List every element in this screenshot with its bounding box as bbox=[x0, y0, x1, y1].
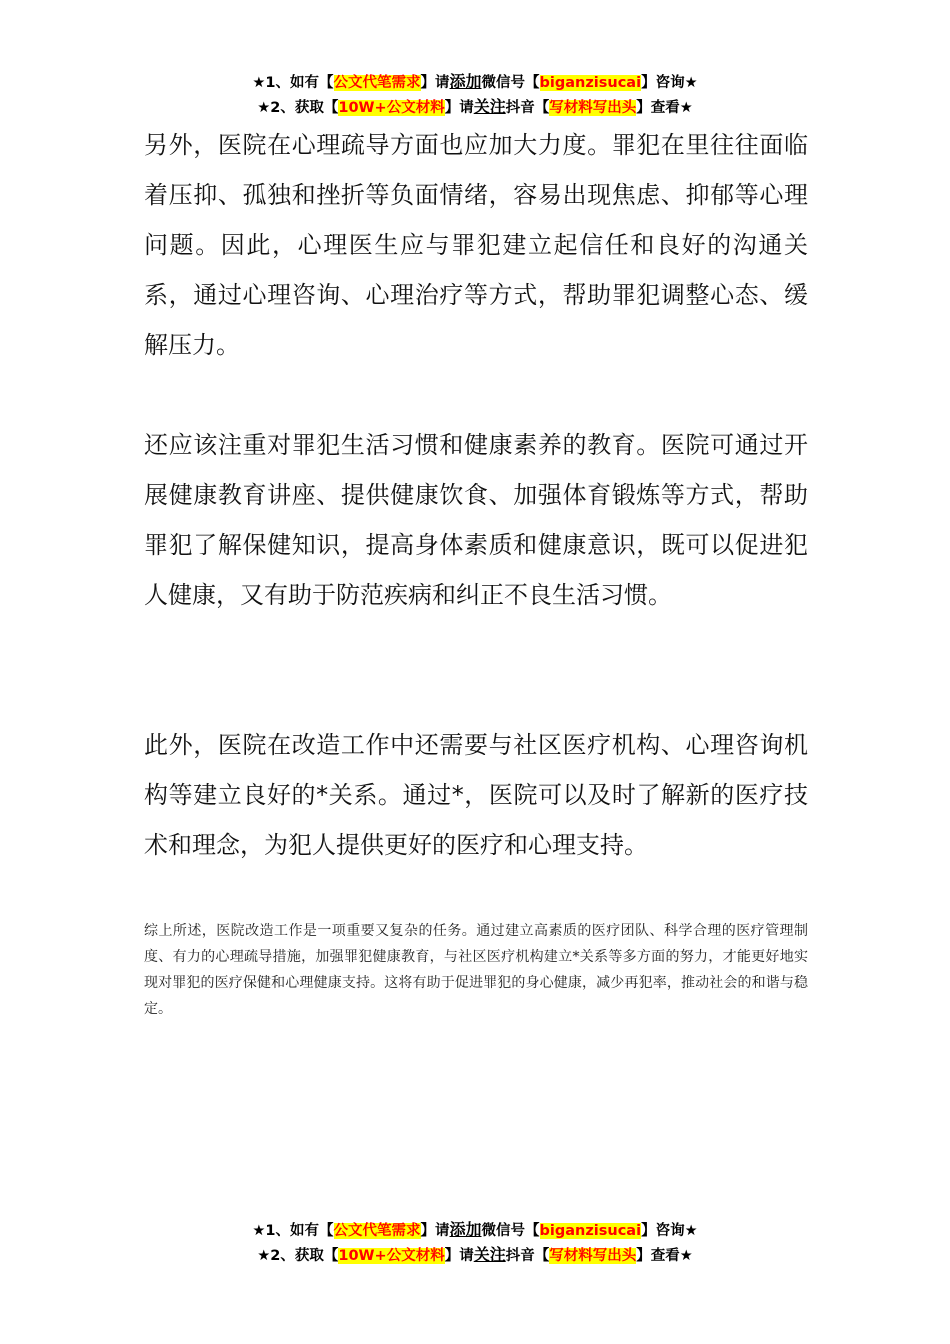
footer-line-1 bbox=[0, 1218, 950, 1243]
footer-follow-keyword: 关注 bbox=[473, 1245, 506, 1264]
body-paragraph: 此外，医院在改造工作中还需要与社区医疗机构、心理咨询机构等建立良好的*关系。通过*，医院可以及时了解新的医疗技术和理念，为犯人提供更好的医疗和心理支持。 bbox=[144, 731, 808, 859]
header-add-keyword: 添加 bbox=[449, 72, 482, 91]
header-douyin-account: 写材料写出头 bbox=[549, 100, 637, 116]
footer-banner bbox=[0, 1218, 950, 1268]
header-line-2 bbox=[0, 95, 950, 120]
header-line-1-prefix: ★1、如有【 bbox=[252, 75, 334, 91]
body-paragraph: 另外，医院在心理疏导方面也应加大力度。罪犯在里往往面临着压抑、孤独和挫折等负面情绪，容易出现焦虑、抑郁等心理问题。因此，心理医生应与罪犯建立起信任和良好的沟通关系，通过心理咨询、心理治疗等方式，帮助罪犯调整心态、缓解压力。 bbox=[144, 131, 808, 359]
body-paragraph: 还应该注重对罪犯生活习惯和健康素养的教育。医院可通过开展健康教育讲座、提供健康饮食、加强体育锻炼等方式，帮助罪犯了解保健知识，提高身体素质和健康意识，既可以促进犯人健康，又有助于防范疾病和纠正不良生活习惯。 bbox=[144, 431, 808, 609]
footer-line-2-mid: 】请 bbox=[444, 1248, 474, 1264]
footer-douyin-account: 写材料写出头 bbox=[549, 1248, 637, 1264]
header-line-2-mid2: 抖音【 bbox=[505, 100, 550, 116]
footer-add-keyword: 添加 bbox=[449, 1220, 482, 1239]
header-line-2-mid: 】请 bbox=[444, 100, 474, 116]
header-line-2-prefix: ★2、获取【 bbox=[257, 100, 339, 116]
footer-service-highlight: 公文代笔需求 bbox=[333, 1223, 421, 1239]
header-line-1-mid2: 微信号【 bbox=[481, 75, 540, 91]
header-banner bbox=[0, 70, 950, 120]
summary-paragraph: 综上所述，医院改造工作是一项重要又复杂的任务。通过建立高素质的医疗团队、科学合理的医疗管理制度、有力的心理疏导措施，加强罪犯健康教育，与社区医疗机构建立*关系等多方面的努力，才能更好地实现对罪犯的医疗保健和心理健康支持。这将有助于促进罪犯的身心健康，减少再犯率，推动社会的和谐与稳定。 bbox=[144, 923, 808, 1017]
footer-wechat-id: biganzisucai bbox=[539, 1223, 642, 1239]
footer-line-2-mid2: 抖音【 bbox=[505, 1248, 550, 1264]
footer-line-2-suffix: 】查看★ bbox=[636, 1248, 693, 1264]
footer-line-1-mid2: 微信号【 bbox=[481, 1223, 540, 1239]
footer-line-2-prefix: ★2、获取【 bbox=[257, 1248, 339, 1264]
footer-materials-highlight: 10W+公文材料 bbox=[338, 1248, 445, 1264]
footer-line-1-mid: 】请 bbox=[420, 1223, 450, 1239]
header-line-1-suffix: 】咨询★ bbox=[641, 75, 698, 91]
header-materials-highlight: 10W+公文材料 bbox=[338, 100, 445, 116]
footer-line-1-prefix: ★1、如有【 bbox=[252, 1223, 334, 1239]
header-line-2-suffix: 】查看★ bbox=[636, 100, 693, 116]
header-service-highlight: 公文代笔需求 bbox=[333, 75, 421, 91]
header-line-1-mid: 】请 bbox=[420, 75, 450, 91]
footer-line-1-suffix: 】咨询★ bbox=[641, 1223, 698, 1239]
header-wechat-id: biganzisucai bbox=[539, 75, 642, 91]
footer-line-2 bbox=[0, 1243, 950, 1268]
header-follow-keyword: 关注 bbox=[473, 97, 506, 116]
header-line-1 bbox=[0, 70, 950, 95]
